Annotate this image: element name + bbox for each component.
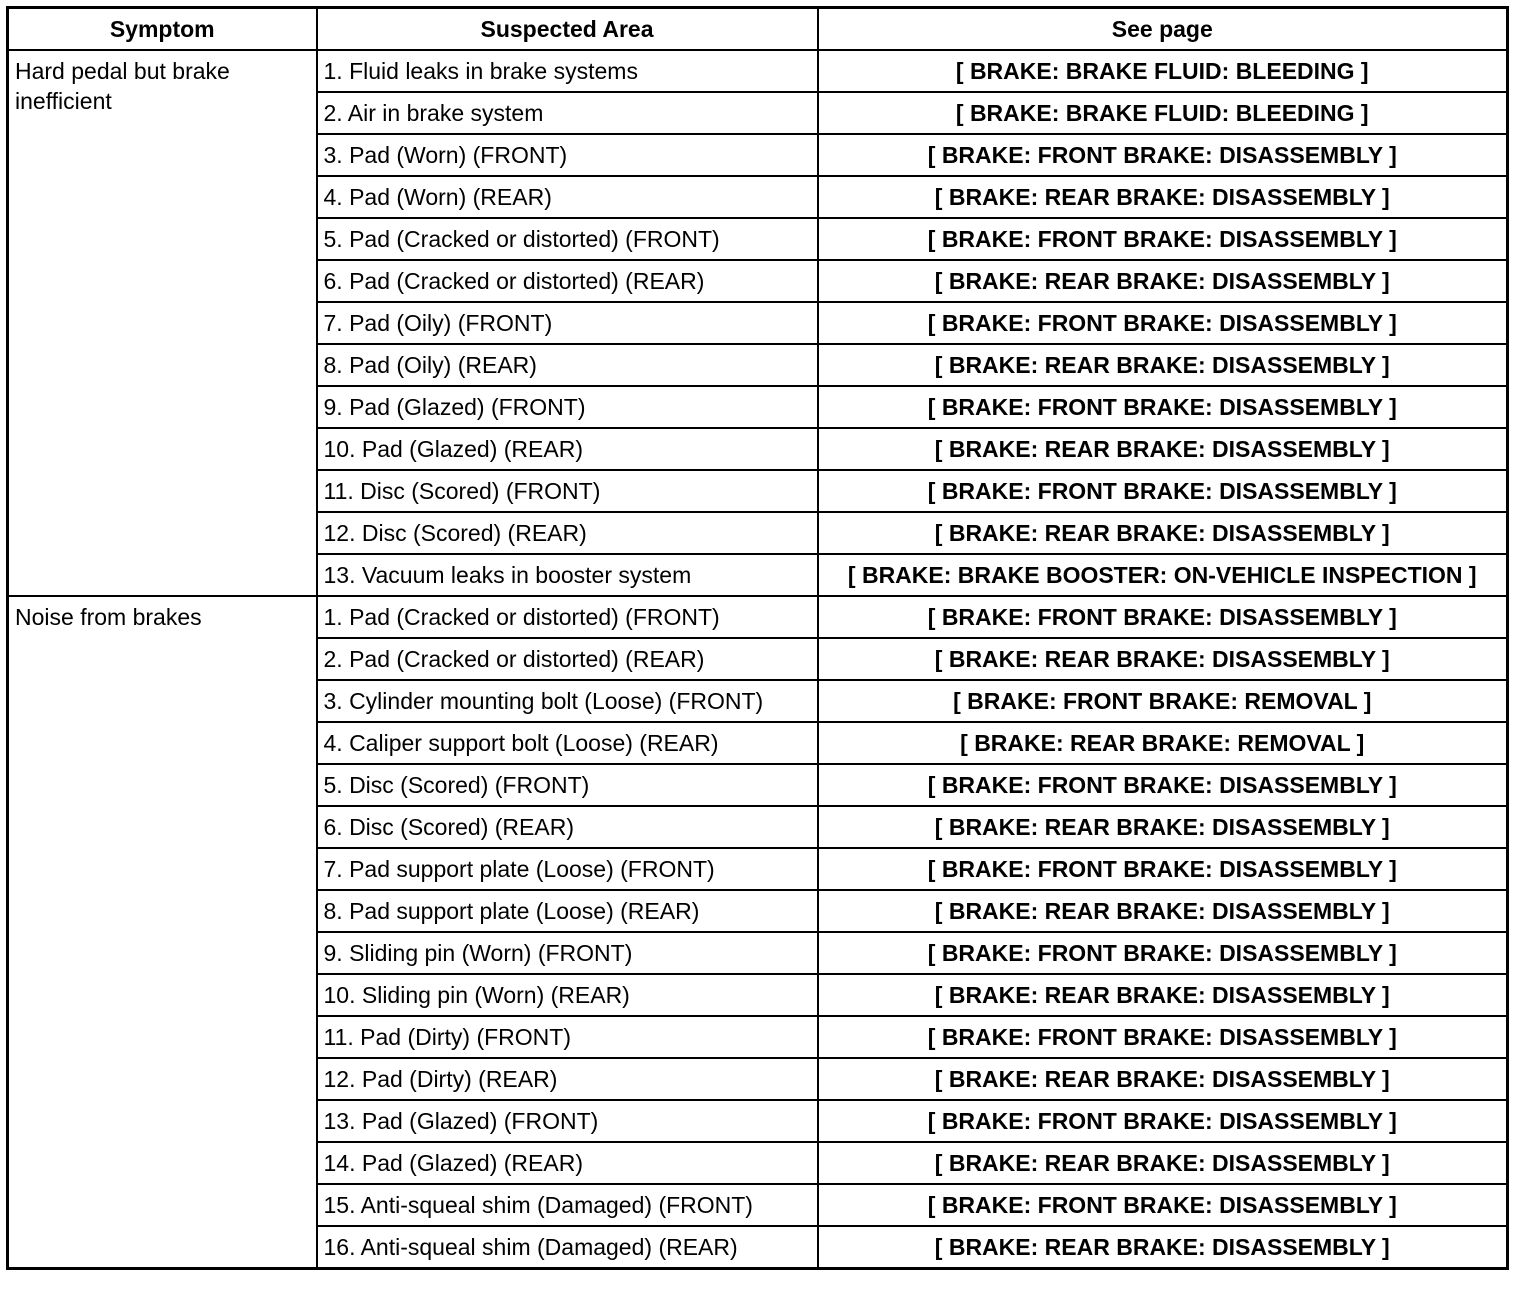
symptom-cell: Noise from brakes bbox=[8, 596, 317, 1269]
see-page-link[interactable]: [ BRAKE: REAR BRAKE: DISASSEMBLY ] bbox=[818, 890, 1508, 932]
see-page-link[interactable]: [ BRAKE: FRONT BRAKE: DISASSEMBLY ] bbox=[818, 848, 1508, 890]
suspected-area-cell: 1. Fluid leaks in brake systems bbox=[317, 50, 818, 92]
suspected-area-cell: 10. Sliding pin (Worn) (REAR) bbox=[317, 974, 818, 1016]
suspected-area-cell: 16. Anti-squeal shim (Damaged) (REAR) bbox=[317, 1226, 818, 1269]
suspected-area-cell: 11. Disc (Scored) (FRONT) bbox=[317, 470, 818, 512]
suspected-area-cell: 2. Pad (Cracked or distorted) (REAR) bbox=[317, 638, 818, 680]
see-page-link[interactable]: [ BRAKE: REAR BRAKE: DISASSEMBLY ] bbox=[818, 176, 1508, 218]
suspected-area-cell: 9. Pad (Glazed) (FRONT) bbox=[317, 386, 818, 428]
table-body bbox=[8, 50, 1508, 1269]
suspected-area-cell: 4. Caliper support bolt (Loose) (REAR) bbox=[317, 722, 818, 764]
suspected-area-cell: 2. Air in brake system bbox=[317, 92, 818, 134]
see-page-link[interactable]: [ BRAKE: REAR BRAKE: DISASSEMBLY ] bbox=[818, 1142, 1508, 1184]
suspected-area-cell: 15. Anti-squeal shim (Damaged) (FRONT) bbox=[317, 1184, 818, 1226]
suspected-area-cell: 7. Pad (Oily) (FRONT) bbox=[317, 302, 818, 344]
see-page-link[interactable]: [ BRAKE: REAR BRAKE: DISASSEMBLY ] bbox=[818, 1058, 1508, 1100]
suspected-area-cell: 3. Pad (Worn) (FRONT) bbox=[317, 134, 818, 176]
suspected-area-cell: 14. Pad (Glazed) (REAR) bbox=[317, 1142, 818, 1184]
suspected-area-cell: 3. Cylinder mounting bolt (Loose) (FRONT) bbox=[317, 680, 818, 722]
see-page-link[interactable]: [ BRAKE: BRAKE FLUID: BLEEDING ] bbox=[818, 92, 1508, 134]
see-page-link[interactable]: [ BRAKE: REAR BRAKE: DISASSEMBLY ] bbox=[818, 428, 1508, 470]
see-page-link[interactable]: [ BRAKE: FRONT BRAKE: DISASSEMBLY ] bbox=[818, 386, 1508, 428]
suspected-area-cell: 10. Pad (Glazed) (REAR) bbox=[317, 428, 818, 470]
see-page-link[interactable]: [ BRAKE: FRONT BRAKE: DISASSEMBLY ] bbox=[818, 1184, 1508, 1226]
see-page-link[interactable]: [ BRAKE: FRONT BRAKE: DISASSEMBLY ] bbox=[818, 1100, 1508, 1142]
suspected-area-cell: 9. Sliding pin (Worn) (FRONT) bbox=[317, 932, 818, 974]
suspected-area-cell: 8. Pad support plate (Loose) (REAR) bbox=[317, 890, 818, 932]
see-page-link[interactable]: [ BRAKE: FRONT BRAKE: DISASSEMBLY ] bbox=[818, 302, 1508, 344]
suspected-area-cell: 4. Pad (Worn) (REAR) bbox=[317, 176, 818, 218]
see-page-link[interactable]: [ BRAKE: REAR BRAKE: DISASSEMBLY ] bbox=[818, 1226, 1508, 1269]
see-page-link[interactable]: [ BRAKE: REAR BRAKE: DISASSEMBLY ] bbox=[818, 344, 1508, 386]
suspected-area-cell: 13. Pad (Glazed) (FRONT) bbox=[317, 1100, 818, 1142]
suspected-area-cell: 7. Pad support plate (Loose) (FRONT) bbox=[317, 848, 818, 890]
suspected-area-cell: 5. Pad (Cracked or distorted) (FRONT) bbox=[317, 218, 818, 260]
symptom-cell: Hard pedal but brake inefficient bbox=[8, 50, 317, 596]
see-page-link[interactable]: [ BRAKE: FRONT BRAKE: REMOVAL ] bbox=[818, 680, 1508, 722]
suspected-area-cell: 12. Disc (Scored) (REAR) bbox=[317, 512, 818, 554]
see-page-link[interactable]: [ BRAKE: BRAKE BOOSTER: ON-VEHICLE INSPECTION ] bbox=[818, 554, 1508, 596]
see-page-link[interactable]: [ BRAKE: FRONT BRAKE: DISASSEMBLY ] bbox=[818, 596, 1508, 638]
see-page-link[interactable]: [ BRAKE: REAR BRAKE: DISASSEMBLY ] bbox=[818, 512, 1508, 554]
header-row bbox=[8, 8, 1508, 51]
suspected-area-cell: 6. Pad (Cracked or distorted) (REAR) bbox=[317, 260, 818, 302]
suspected-area-cell: 5. Disc (Scored) (FRONT) bbox=[317, 764, 818, 806]
see-page-link[interactable]: [ BRAKE: BRAKE FLUID: BLEEDING ] bbox=[818, 50, 1508, 92]
suspected-area-cell: 8. Pad (Oily) (REAR) bbox=[317, 344, 818, 386]
see-page-link[interactable]: [ BRAKE: REAR BRAKE: DISASSEMBLY ] bbox=[818, 260, 1508, 302]
header-suspected-area: Suspected Area bbox=[317, 8, 818, 51]
header-see-page: See page bbox=[818, 8, 1508, 51]
suspected-area-cell: 1. Pad (Cracked or distorted) (FRONT) bbox=[317, 596, 818, 638]
see-page-link[interactable]: [ BRAKE: REAR BRAKE: DISASSEMBLY ] bbox=[818, 806, 1508, 848]
see-page-link[interactable]: [ BRAKE: FRONT BRAKE: DISASSEMBLY ] bbox=[818, 1016, 1508, 1058]
suspected-area-cell: 12. Pad (Dirty) (REAR) bbox=[317, 1058, 818, 1100]
table-row bbox=[8, 50, 1508, 92]
see-page-link[interactable]: [ BRAKE: FRONT BRAKE: DISASSEMBLY ] bbox=[818, 470, 1508, 512]
see-page-link[interactable]: [ BRAKE: FRONT BRAKE: DISASSEMBLY ] bbox=[818, 134, 1508, 176]
see-page-link[interactable]: [ BRAKE: FRONT BRAKE: DISASSEMBLY ] bbox=[818, 932, 1508, 974]
suspected-area-cell: 6. Disc (Scored) (REAR) bbox=[317, 806, 818, 848]
see-page-link[interactable]: [ BRAKE: FRONT BRAKE: DISASSEMBLY ] bbox=[818, 218, 1508, 260]
see-page-link[interactable]: [ BRAKE: FRONT BRAKE: DISASSEMBLY ] bbox=[818, 764, 1508, 806]
header-symptom: Symptom bbox=[8, 8, 317, 51]
see-page-link[interactable]: [ BRAKE: REAR BRAKE: REMOVAL ] bbox=[818, 722, 1508, 764]
diagnostic-table bbox=[6, 6, 1509, 1270]
suspected-area-cell: 13. Vacuum leaks in booster system bbox=[317, 554, 818, 596]
suspected-area-cell: 11. Pad (Dirty) (FRONT) bbox=[317, 1016, 818, 1058]
see-page-link[interactable]: [ BRAKE: REAR BRAKE: DISASSEMBLY ] bbox=[818, 638, 1508, 680]
table-row bbox=[8, 596, 1508, 638]
see-page-link[interactable]: [ BRAKE: REAR BRAKE: DISASSEMBLY ] bbox=[818, 974, 1508, 1016]
